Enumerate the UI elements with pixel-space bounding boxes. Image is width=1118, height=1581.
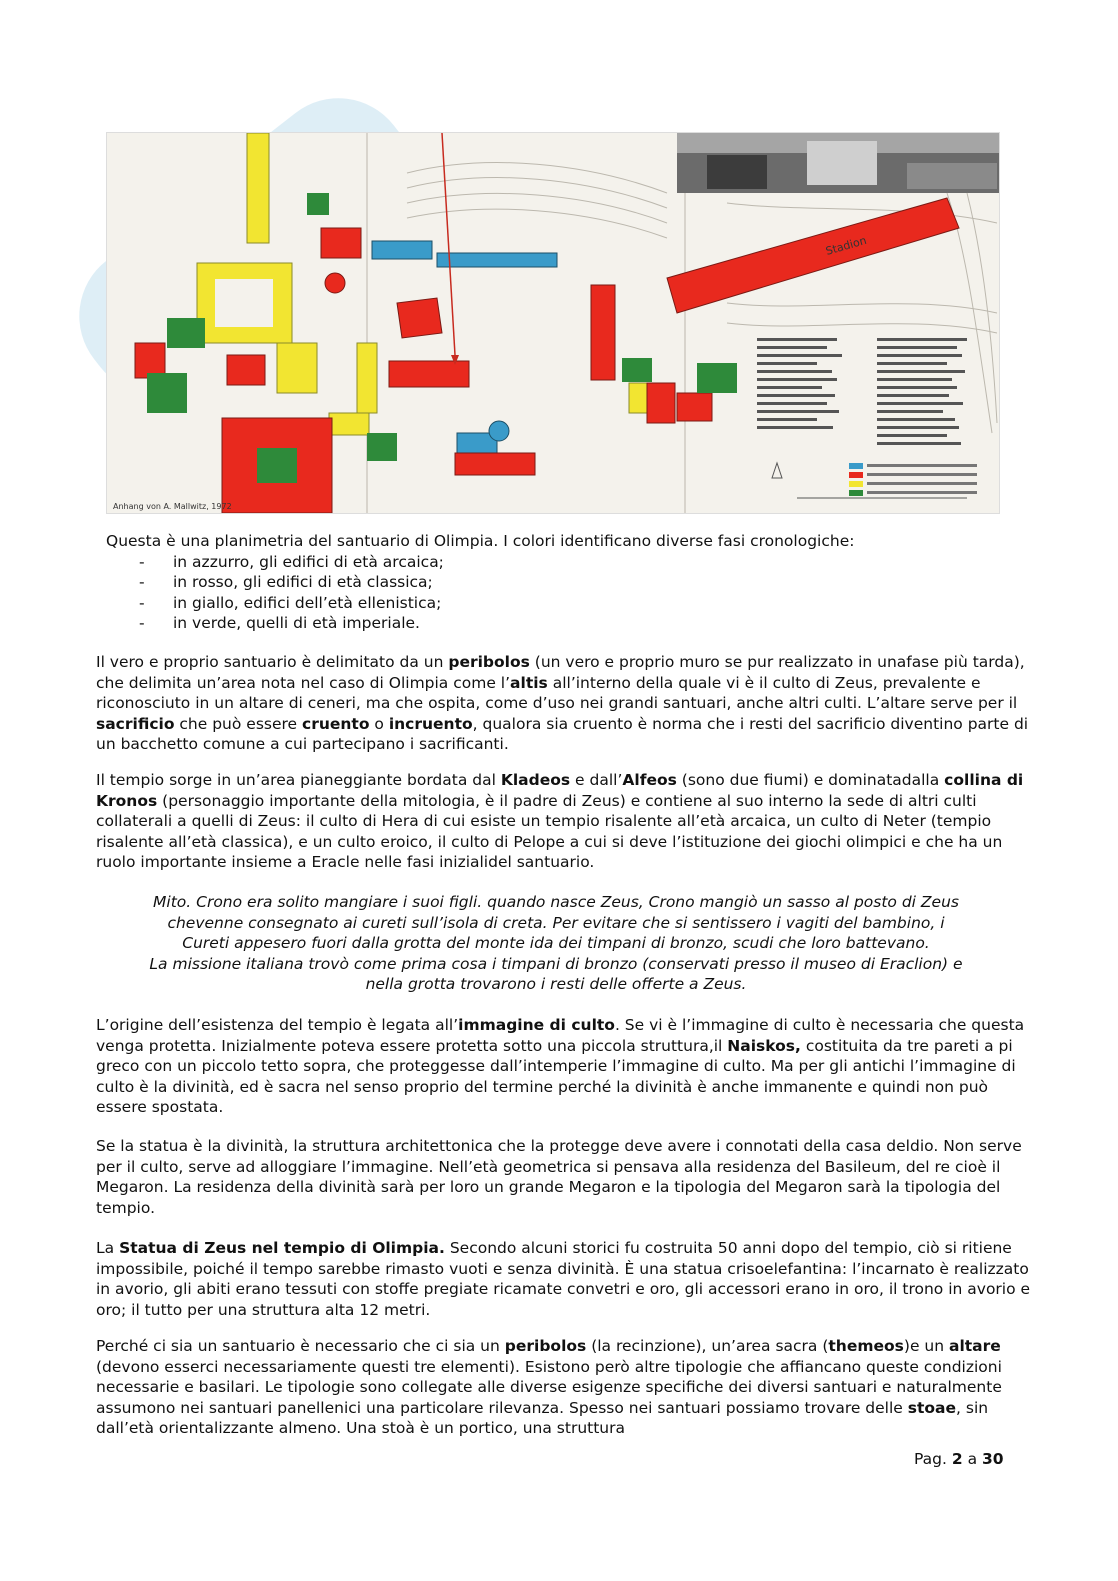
paragraph-temple-site: Il tempio sorge in un’area pianeggiante bordata dal Kladeos e dall’Alfeos (sono due fiumi) e dominatadalla collina di Kronos (personaggio importante della mitologia, è il padre di Zeus) e contiene al suo interno la sede di altri culti collaterali a quelli di Zeus: il culto di Hera di cui esiste un tempio risalente all’età arcaica, un culto di Neter (tempio risalente all’età classica), e un culto eroico, il culto di Pelope a cui si deve l’istituzione dei giochi olimpici e che ha un ruolo importante insieme a Eracle nelle fasi inizialidel santuario. [96, 771, 1024, 871]
paragraph-peribolos: Il vero e proprio santuario è delimitato da un peribolos (un vero e proprio muro se pur realizzato in unafase più tarda), che delimita un’area nota nel caso di Olimpia come l’altis all’interno della quale vi è il culto di Zeus, prevalente e riconosciuto in un altare di ceneri, ma che ospita, come d’uso nei grandi santuari, anche altri culti. L’altare serve per il sacrificio che può essere cruento o incruento, qualora sia cruento è norma che i resti del sacrificio diventino parte di un bacchetto comune a cui partecipano i sacrificanti. [96, 653, 1029, 753]
paragraph-statue-of-zeus: La Statua di Zeus nel tempio di Olimpia. Secondo alcuni storici fu costruita 50 anni dopo del tempio, ciò si ritiene impossibile, poiché il tempo sarebbe rimasto vuoti e senza divinità. È una statua crisoelefantina: l’incarnato è realizzato in avorio, gli abiti erano tessuti con stoffe pregiate ricamate convetri e oro, gli accessori erano in oro, il trono in avorio e oro; il tutto per una struttura alta 12 metri. [96, 1239, 1031, 1319]
list-item: - in azzurro, gli edifici di età arcaica; [106, 552, 1006, 573]
caption-intro: Questa è una planimetria del santuario di Olimpia. I colori identificano diverse fasi cronologiche: [106, 532, 855, 550]
paragraph-cult-image: L’origine dell’esistenza del tempio è legata all’immagine di culto. Se vi è l’immagine di culto è necessaria che questa venga protetta. Inizialmente poteva essere protetta sotto una piccola struttura,il Naiskos, costituita da tre pareti a pi greco con un piccolo tetto sopra, che proteggesse dall’intemperie l’immagine di culto. Ma per gli antichi l’immagine di culto è la divinità, ed è sacra nel senso proprio del termine perché la divinità è anche immanente e quindi non può essere spostata. [96, 1016, 1025, 1116]
myth-quote: Mito. Crono era solito mangiare i suoi figli. quando nasce Zeus, Crono mangiò un sasso al posto di Zeus chevenne consegnato ai cureti sull’isola di creta. Per evitare che si sentissero i vagiti del bambino, i Cureti appesero fuori dalla grotta del monte ida dei timpani di bronzo, scudi che loro battevano. La missione italiana trovò come prima cosa i timpani di bronzo (conservati presso il museo di Eraclion) e nella grotta trovarono i resti delle offerte a Zeus. [149, 893, 963, 993]
color-legend-list [106, 552, 1006, 634]
list-item: - in giallo, edifici dell’età ellenistica; [106, 593, 1006, 614]
figure-caption [106, 531, 1006, 634]
paragraph-megaron: Se la statua è la divinità, la struttura architettonica che la protegge deve avere i connotati della casa deldio. Non serve per il culto, serve ad alloggiare l’immagine. Nell’età geometrica si pensava alla residenza del Basileum, del re cioè il Megaron. La residenza della divinità sarà per loro un grande Megaron e la tipologia del Megaron sarà la tipologia del tempio. [96, 1137, 1022, 1217]
list-item: - in rosso, gli edifici di età classica; [106, 572, 1006, 593]
list-item: - in verde, quelli di età imperiale. [106, 613, 1006, 634]
map-author-note: Anhang von A. Mallwitz, 1972 [113, 502, 232, 511]
paragraph-sanctuary-elements: Perché ci sia un santuario è necessario che ci sia un peribolos (la recinzione), un’area sacra (themeos)e un altare (devono esserci necessariamente questi tre elementi). Esistono però altre tipologie che affiancano queste condizioni necessarie e basilari. Le tipologie sono collegate alle diverse esigenze specifiche dei diversi santuari e naturalmente assumono nei santuari panellenici una particolare rilevanza. Spesso nei santuari possiamo trovare delle stoae, sin dall’età orientalizzante almeno. Una stoà è un portico, una struttura [96, 1337, 1002, 1437]
olympia-site-plan [106, 132, 1000, 514]
stadium-label: Stadion [824, 233, 868, 258]
page-number: Pag. 2 a 30 [914, 1450, 1004, 1468]
